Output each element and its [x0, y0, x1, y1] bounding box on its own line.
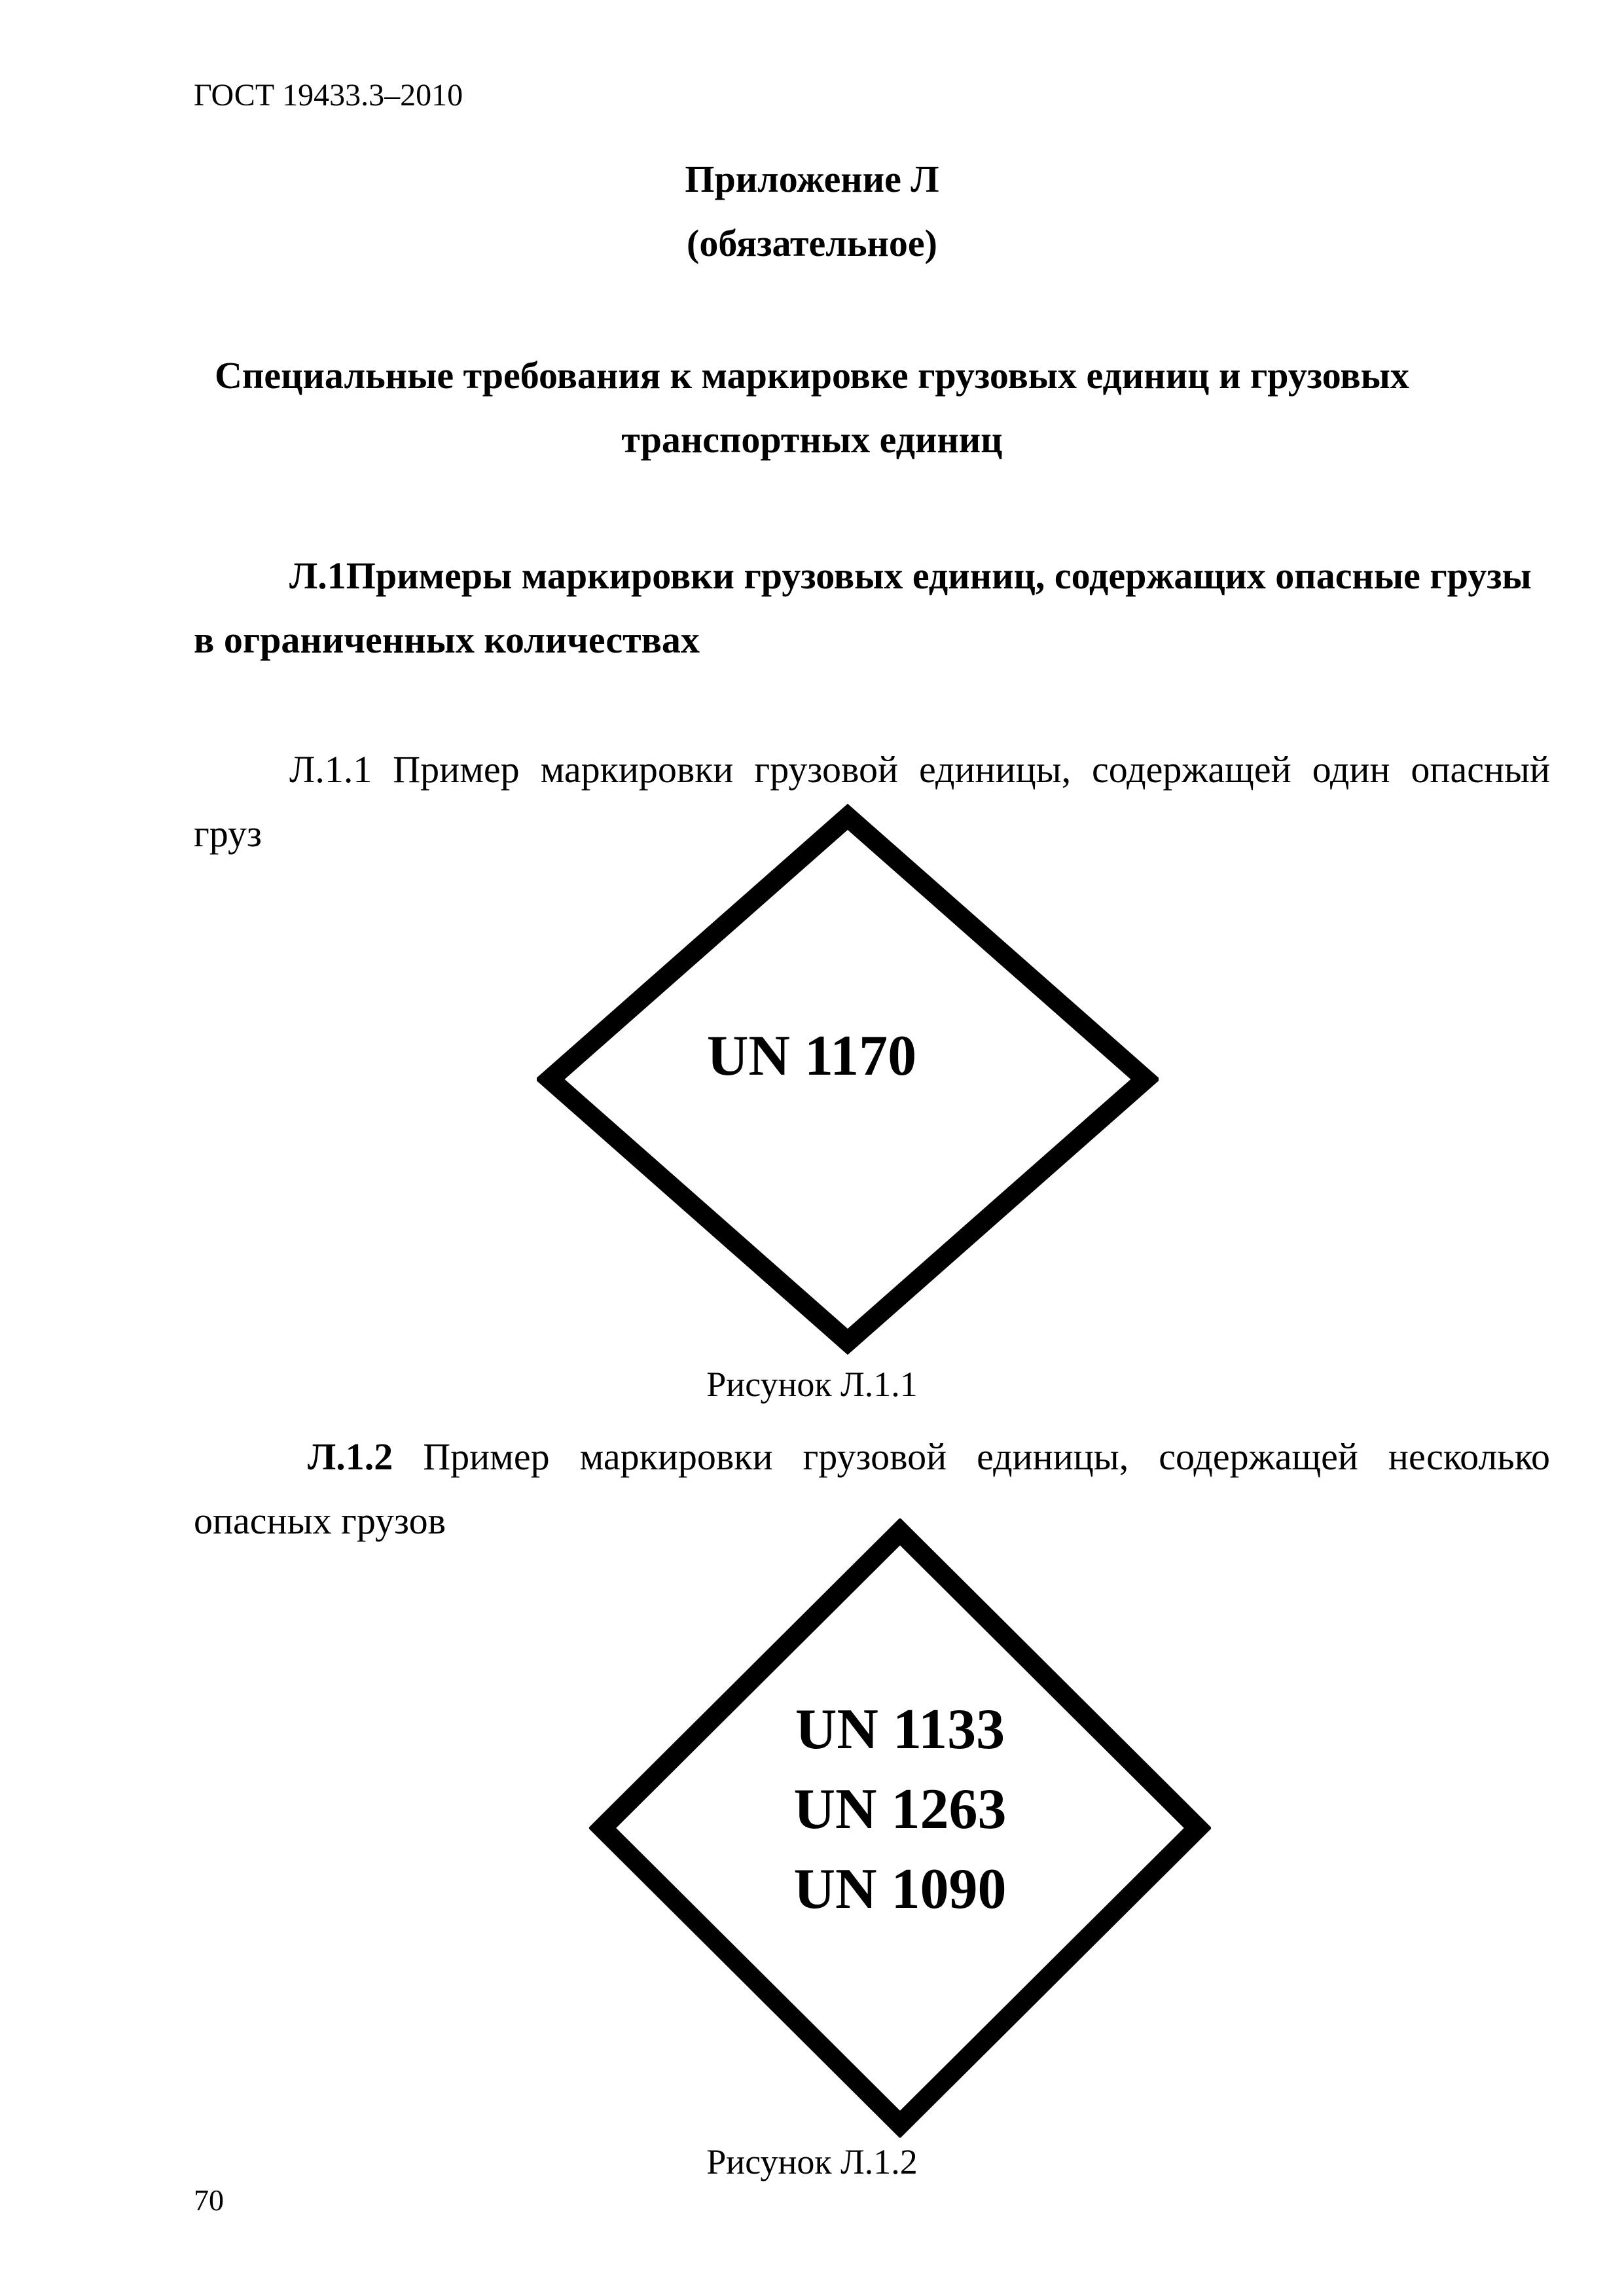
- subsection-2-number: Л.1.2: [308, 1435, 393, 1478]
- subsection-1-word: единицы,: [918, 748, 1072, 791]
- subsection-2-line1: [308, 1435, 1550, 1479]
- figure-2-diamond: [589, 1518, 1211, 2138]
- subsection-1-word: опасный: [1411, 748, 1550, 791]
- subsection-2-word: несколько: [1388, 1435, 1550, 1478]
- subsection-2-word: маркировки: [579, 1435, 773, 1478]
- page-number: 70: [194, 2183, 224, 2217]
- figure-2-caption: Рисунок Л.1.2: [706, 2142, 918, 2181]
- subsection-2-word: Пример: [423, 1435, 550, 1478]
- un-code: UN 1090: [793, 1857, 1007, 1922]
- figure-1-caption: Рисунок Л.1.1: [706, 1365, 918, 1404]
- subsection-1-word: грузовой: [754, 748, 899, 791]
- subsection-2-line2: опасных грузов: [194, 1499, 446, 1542]
- subsection-1-word: Пример: [393, 748, 520, 791]
- appendix-status: (обязательное): [687, 222, 937, 264]
- standard-header: ГОСТ 19433.3–2010: [194, 78, 463, 113]
- section-heading-line1: [289, 554, 1551, 598]
- subsection-2-word: содержащей: [1159, 1435, 1358, 1478]
- subsection-1-line2: груз: [194, 812, 262, 855]
- subsection-1-word: один: [1312, 748, 1390, 791]
- un-code: UN 1133: [795, 1698, 1005, 1762]
- subsection-1-word: содержащей: [1092, 748, 1291, 791]
- subsection-2-word: единицы,: [977, 1435, 1129, 1478]
- section-number: Л.1: [289, 554, 346, 597]
- subsection-1-word: маркировки: [540, 748, 734, 791]
- un-code: UN 1170: [706, 1024, 917, 1088]
- appendix-title: Приложение Л: [685, 158, 939, 200]
- subsection-1-line1: [289, 747, 1550, 791]
- appendix-heading-line2: транспортных единиц: [621, 418, 1003, 461]
- appendix-heading-line1: Специальные требования к маркировке грузовых единиц и грузовых: [215, 354, 1409, 397]
- subsection-1-number: Л.1.1: [289, 748, 372, 791]
- figure-1-diamond: [537, 804, 1159, 1355]
- section-title-line2: в ограниченных количествах: [194, 619, 700, 661]
- subsection-2-word: грузовой: [803, 1435, 947, 1478]
- un-code: UN 1263: [793, 1778, 1007, 1842]
- section-title-line1: Примеры маркировки грузовых единиц, содержащих опасные грузы: [346, 554, 1532, 597]
